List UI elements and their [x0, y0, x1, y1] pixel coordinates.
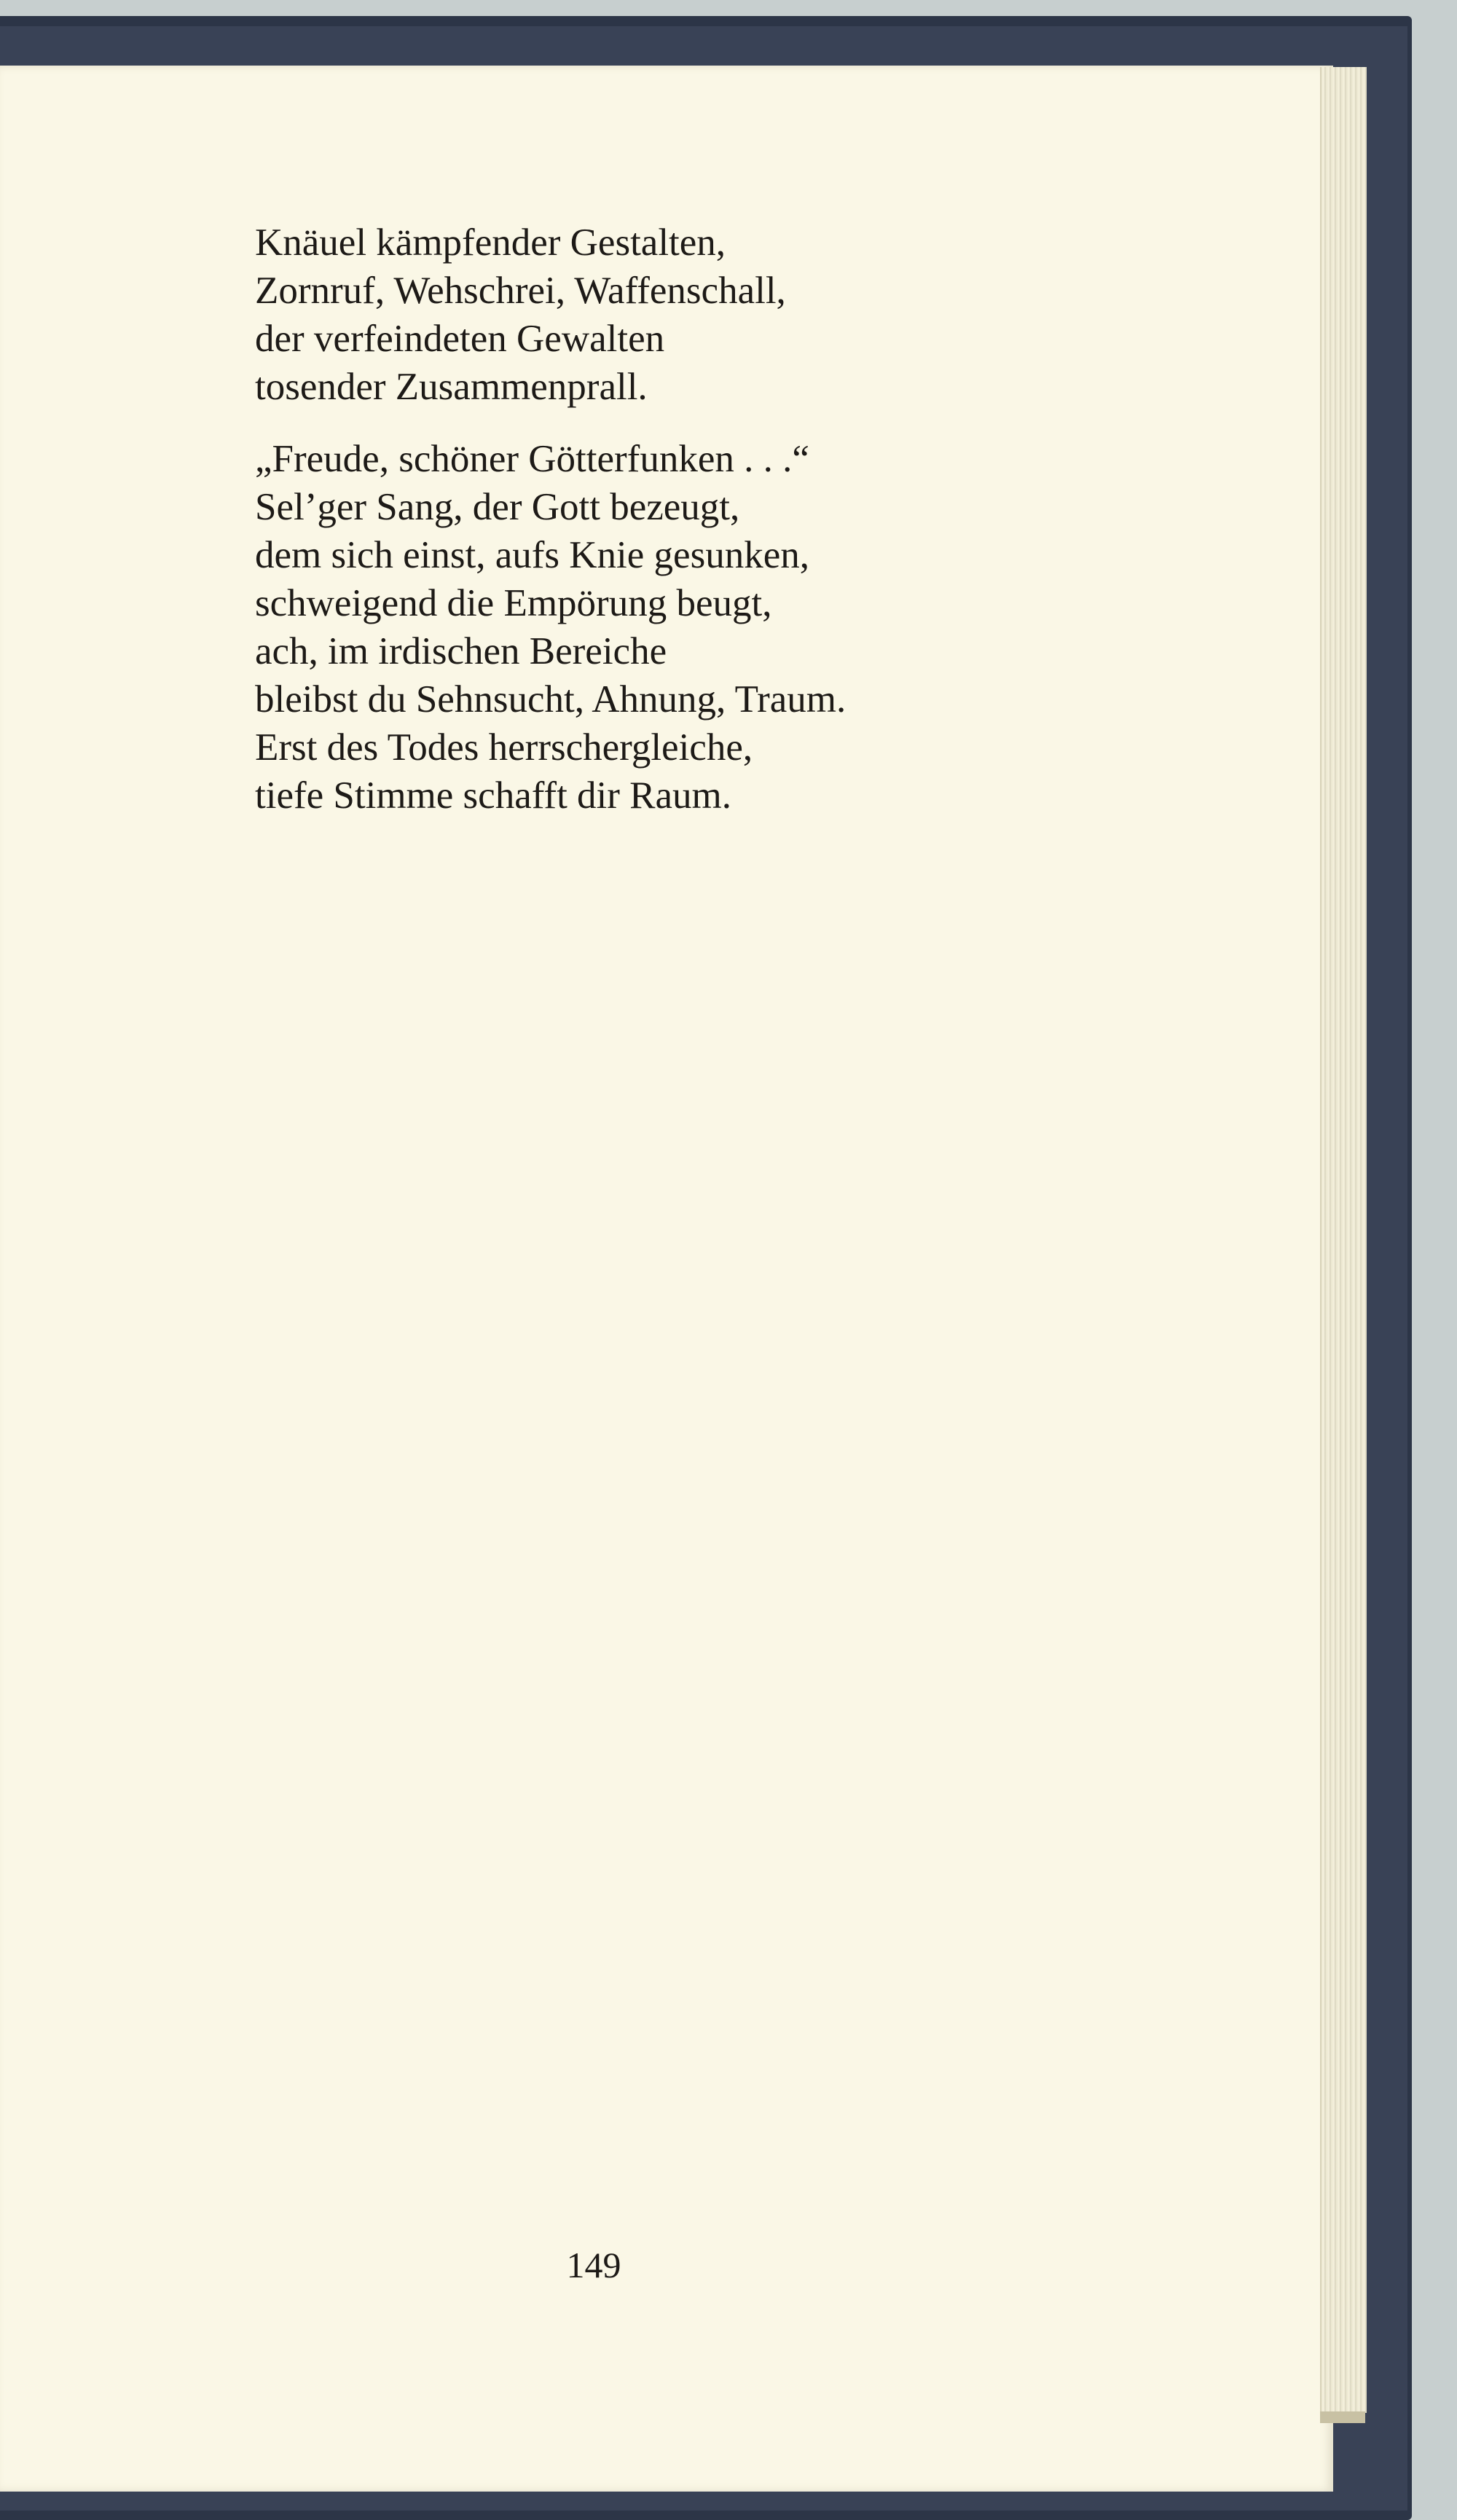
- poem-line: der verfeindeten Gewalten: [255, 318, 665, 360]
- poem-line: Sel’ger Sang, der Gott bezeugt,: [255, 486, 740, 528]
- poem-line: tosender Zusammenprall.: [255, 366, 648, 408]
- poem-text: [255, 219, 1202, 844]
- poem-line: tiefe Stimme schafft dir Raum.: [255, 774, 732, 817]
- poem-line: ach, im irdischen Bereiche: [255, 630, 667, 672]
- poem-stanza-1: [255, 219, 1202, 411]
- poem-stanza-2: [255, 435, 1202, 820]
- poem-line: bleibst du Sehnsucht, Ahnung, Traum.: [255, 678, 847, 721]
- poem-line: Zornruf, Wehschrei, Waffenschall,: [255, 270, 786, 312]
- poem-line: Knäuel kämpfender Gestalten,: [255, 221, 726, 264]
- poem-line: Erst des Todes herrschergleiche,: [255, 726, 753, 769]
- page-edges: [1320, 67, 1367, 2413]
- poem-line: dem sich einst, aufs Knie gesunken,: [255, 534, 809, 576]
- poem-line: schweigend die Empörung beugt,: [255, 582, 772, 624]
- poem-line: „Freude, schöner Götterfunken . . .“: [255, 438, 809, 480]
- page-number: 149: [566, 2245, 621, 2285]
- page-edges-bottom: [1320, 2411, 1365, 2423]
